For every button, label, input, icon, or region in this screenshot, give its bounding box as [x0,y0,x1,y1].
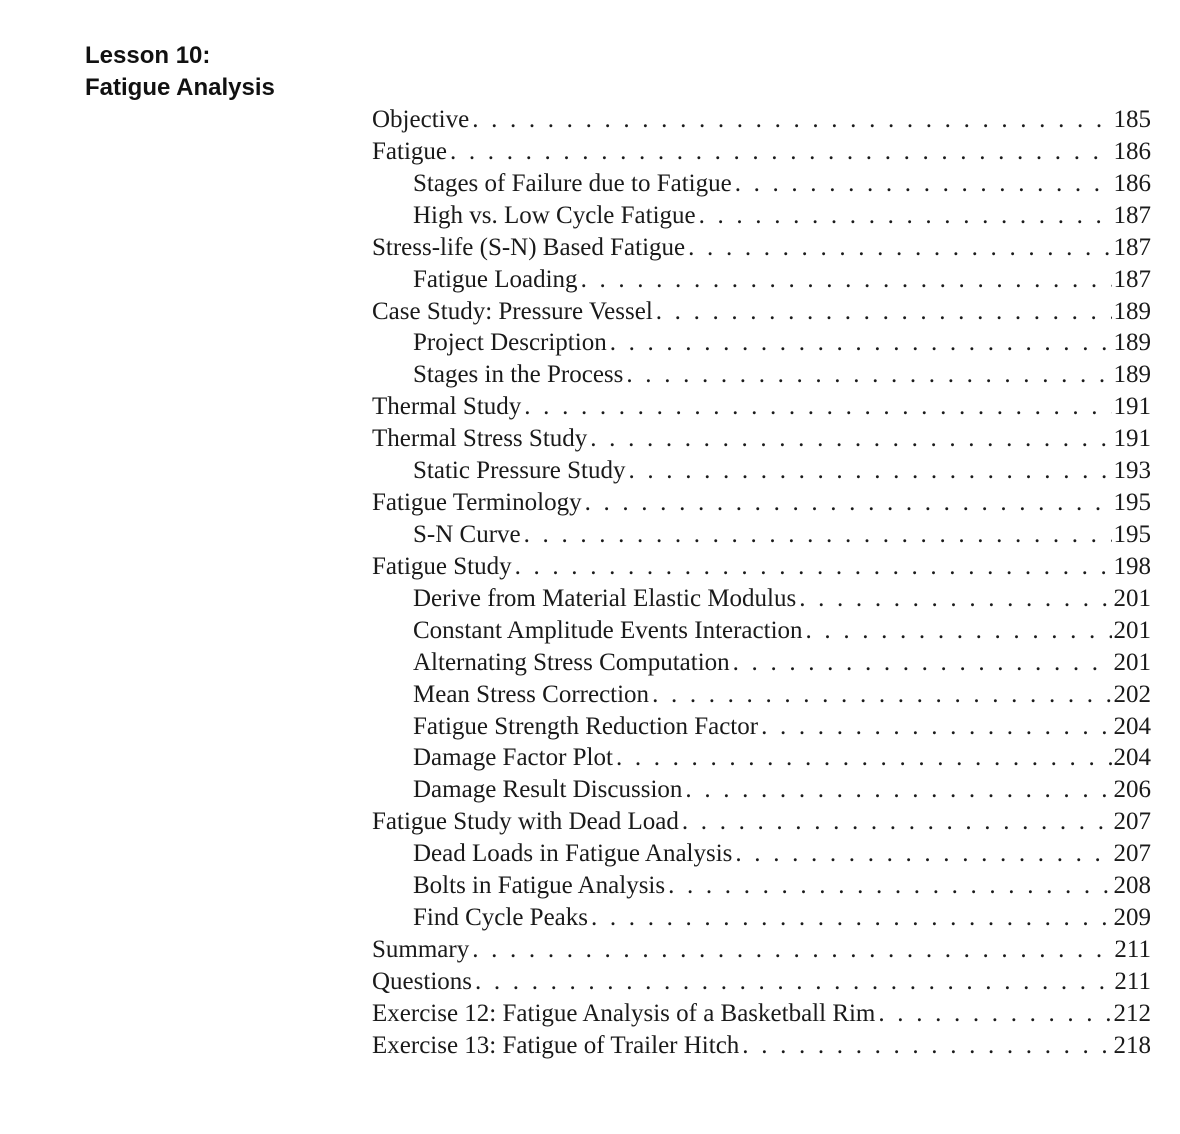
toc-entry-title: Derive from Material Elastic Modulus [413,584,797,612]
toc-dot-leader [588,902,1112,934]
toc-entry-title: Damage Factor Plot [413,744,613,772]
toc-dot-leader [521,391,1111,423]
toc-entry-15[interactable] [372,551,1151,583]
toc-entry-page: 218 [1113,1031,1151,1059]
toc-entry-title: Questions [372,967,472,995]
toc-entry-page: 204 [1113,744,1151,772]
toc-dot-leader [682,774,1111,806]
toc-entry-title: Fatigue Terminology [372,489,582,517]
toc-entry-4[interactable] [372,200,1151,232]
toc-entry-title: Mean Stress Correction [413,680,650,708]
toc-dot-leader [796,583,1111,615]
toc-entry-page: 198 [1113,552,1151,580]
toc-entry-title: Dead Loads in Fatigue Analysis [413,840,733,868]
toc-entry-page: 193 [1113,457,1151,485]
toc-entry-12[interactable] [372,455,1151,487]
toc-entry-page: 186 [1113,137,1151,165]
toc-entry-18[interactable] [372,647,1151,679]
toc-entry-title: S-N Curve [413,520,521,548]
toc-dot-leader [685,232,1111,264]
toc-entry-page: 187 [1113,265,1151,293]
toc-dot-leader [607,327,1112,359]
toc-entry-title: Fatigue Study with Dead Load [372,808,679,836]
toc-entry-page: 191 [1113,425,1151,453]
toc-entry-title: Project Description [413,329,607,357]
toc-entry-13[interactable] [372,487,1151,519]
toc-entry-title: High vs. Low Cycle Fatigue [413,201,696,229]
toc-dot-leader [613,742,1112,774]
toc-entry-10[interactable] [372,391,1151,423]
toc-entry-page: 185 [1113,106,1151,133]
toc-entry-title: Fatigue Loading [413,265,578,293]
toc-dot-leader [758,711,1111,743]
toc-entry-title: Stress-life (S-N) Based Fatigue [372,233,686,261]
toc-entry-title: Static Pressure Study [413,457,626,485]
toc-entry-7[interactable] [372,296,1151,328]
toc-entry-17[interactable] [372,615,1151,647]
toc-dot-leader [875,998,1111,1030]
toc-entry-6[interactable] [372,264,1151,296]
toc-entry-14[interactable] [372,519,1151,551]
toc-entry-page: 195 [1113,520,1151,548]
toc-dot-leader [696,200,1112,232]
toc-entry-page: 207 [1113,840,1151,868]
toc-entry-page: 209 [1113,904,1151,932]
toc-entry-page: 201 [1113,584,1151,612]
toc-entry-16[interactable] [372,583,1151,615]
lesson-heading [85,40,275,104]
toc-entry-21[interactable] [372,742,1151,774]
toc-entry-28[interactable] [372,966,1151,998]
toc-entry-title: Case Study: Pressure Vessel [372,297,653,325]
toc-entry-page: 207 [1113,808,1151,836]
toc-entry-page: 204 [1113,712,1151,740]
toc-entry-page: 187 [1113,233,1151,261]
toc-entry-page: 201 [1113,616,1151,644]
toc-entry-page: 187 [1113,201,1151,229]
toc-dot-leader [803,615,1112,647]
toc-entry-title: Damage Result Discussion [413,776,683,804]
toc-entry-27[interactable] [372,934,1151,966]
toc-entry-page: 186 [1113,169,1151,197]
toc-entry-24[interactable] [372,838,1151,870]
toc-dot-leader [512,551,1112,583]
table-of-contents [372,104,1151,1062]
toc-entry-8[interactable] [372,327,1151,359]
toc-entry-page: 191 [1113,393,1151,421]
toc-entry-30[interactable] [372,1030,1151,1062]
toc-entry-title: Fatigue Study [372,552,512,580]
toc-entry-title: Constant Amplitude Events Interaction [413,616,803,644]
toc-entry-19[interactable] [372,679,1151,711]
toc-entry-title: Stages in the Process [413,361,624,389]
toc-entry-25[interactable] [372,870,1151,902]
toc-dot-leader [649,679,1111,711]
toc-entry-29[interactable] [372,998,1151,1030]
toc-dot-leader [469,104,1111,136]
toc-entry-title: Summary [372,935,470,963]
toc-entry-title: Alternating Stress Computation [413,648,730,676]
toc-entry-page: 208 [1113,872,1151,900]
toc-entry-23[interactable] [372,806,1151,838]
toc-dot-leader [665,870,1111,902]
toc-entry-page: 211 [1114,935,1151,963]
toc-dot-leader [626,455,1112,487]
toc-entry-title: Stages of Failure due to Fatigue [413,169,732,197]
toc-entry-title: Exercise 12: Fatigue Analysis of a Basketball Rim [372,999,876,1027]
toc-entry-26[interactable] [372,902,1151,934]
toc-dot-leader [739,1030,1111,1062]
toc-entry-page: 206 [1113,776,1151,804]
toc-dot-leader [587,423,1111,455]
toc-dot-leader [447,136,1112,168]
toc-entry-3[interactable] [372,168,1151,200]
toc-entry-5[interactable] [372,232,1151,264]
toc-dot-leader [469,934,1112,966]
lesson-number: Lesson 10: [85,42,211,69]
toc-entry-page: 195 [1113,489,1151,517]
toc-entry-page: 212 [1113,999,1151,1027]
toc-entry-title: Thermal Stress Study [372,425,588,453]
toc-dot-leader [623,359,1111,391]
toc-dot-leader [653,296,1112,328]
toc-entry-page: 189 [1113,329,1151,357]
toc-entry-title: Thermal Study [372,393,522,421]
toc-entry-20[interactable] [372,711,1151,743]
toc-entry-page: 189 [1113,361,1151,389]
lesson-title: Fatigue Analysis [85,74,275,101]
toc-entry-title: Exercise 13: Fatigue of Trailer Hitch [372,1031,740,1059]
toc-entry-1[interactable] [372,104,1151,136]
toc-dot-leader [472,966,1112,998]
toc-dot-leader [730,647,1112,679]
toc-entry-title: Fatigue Strength Reduction Factor [413,712,759,740]
toc-entry-9[interactable] [372,359,1151,391]
toc-entry-title: Bolts in Fatigue Analysis [413,872,666,900]
toc-dot-leader [578,264,1112,296]
toc-entry-title: Fatigue [372,137,447,165]
toc-entry-22[interactable] [372,774,1151,806]
toc-entry-page: 189 [1113,297,1151,325]
toc-dot-leader [521,519,1112,551]
toc-entry-page: 211 [1114,967,1151,995]
toc-dot-leader [732,168,1112,200]
toc-dot-leader [679,806,1112,838]
toc-entry-page: 202 [1113,680,1151,708]
toc-entry-page: 201 [1113,648,1151,676]
toc-entry-title: Objective [372,106,470,133]
toc-entry-2[interactable] [372,136,1151,168]
toc-dot-leader [732,838,1111,870]
toc-entry-11[interactable] [372,423,1151,455]
toc-entry-title: Find Cycle Peaks [413,904,588,932]
toc-dot-leader [582,487,1112,519]
